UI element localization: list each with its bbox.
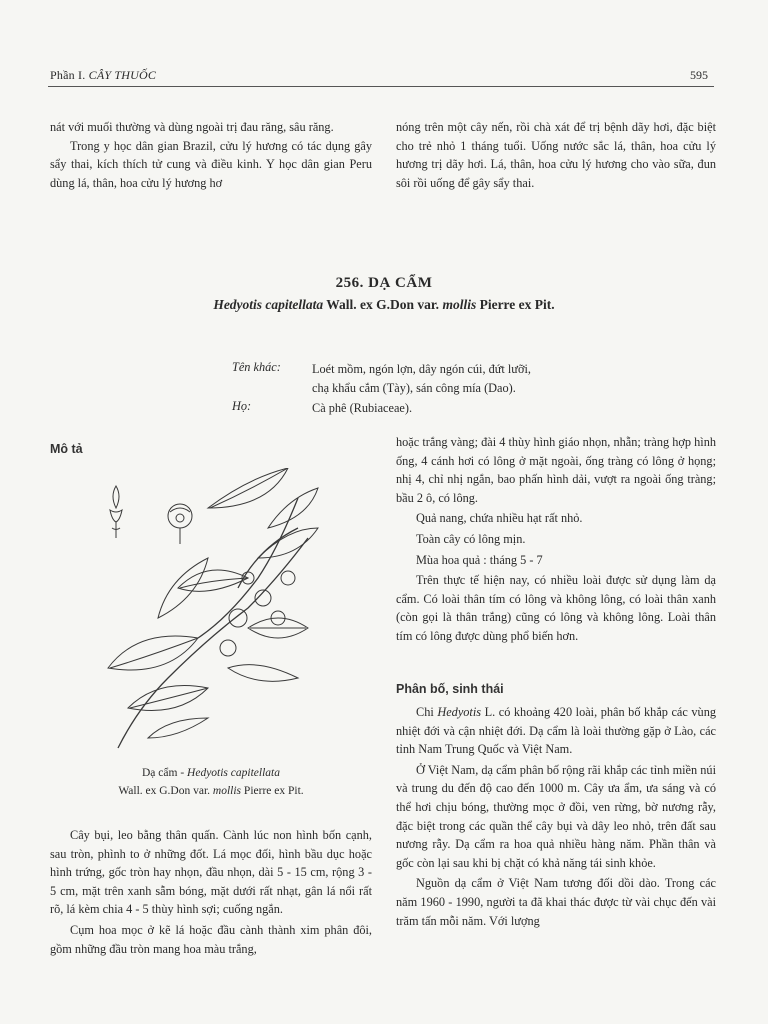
caption-line-2 xyxy=(50,782,372,800)
description-left-text xyxy=(50,826,372,958)
description-heading: Mô tả xyxy=(50,442,83,456)
description-para-2: Cụm hoa mọc ở kẽ lá hoặc đầu cành thành xim phân đôi, gồm những đầu tròn mang hoa màu trắng, xyxy=(50,922,372,956)
distribution-para-1 xyxy=(396,703,716,759)
distribution-para-3: Nguồn dạ cẩm ở Việt Nam tương đối dồi dào. Trong các năm 1960 - 1990, người ta đã khai thác được từ vài chục đến vài trăm tấn mỗi năm. Với lượng xyxy=(396,876,716,928)
right-column-text xyxy=(396,433,716,646)
flowering-season: Mùa hoa quả : tháng 5 - 7 xyxy=(416,552,543,567)
intro-right-column xyxy=(396,118,716,192)
intro-left-para-2: Trong y học dân gian Brazil, cửu lý hương có tác dụng gây sẩy thai, kích thích tử cung và điều kinh. Y học dân gian Peru dùng lá, thân, hoa cửu lý hương hơ xyxy=(50,138,372,190)
sci-variety: mollis xyxy=(442,297,477,312)
intro-right-para: nóng trên một cây nến, rồi chà xát để trị bệnh dãy hơi, đặc biệt cho trẻ nhỏ 1 tháng tuổi. Uống nước sắc lá, thân, hoa cửu lý hương trị dãy hơi. Lá, thân, hoa cửu lý hương cho vào sữa, đun sôi rồi uống để gây sẩy thai. xyxy=(396,120,716,190)
running-header xyxy=(50,68,156,83)
flower-heads xyxy=(220,571,295,656)
species-in-use: Trên thực tế hiện nay, có nhiều loài được sử dụng làm dạ cẩm. Có loài thân tím có lông và không lông, có loài thân xanh (còn gọi là thân trắng) cũng có lông và không lông. Loài thân tím có lông được dùng phổ biến hơn. xyxy=(396,573,716,643)
intro-left-column xyxy=(50,118,372,192)
header-section: CÂY THUỐC xyxy=(88,68,157,82)
caption-var-author: Pierre ex Pit. xyxy=(241,785,304,797)
distribution-text xyxy=(396,703,716,930)
plant-illustration xyxy=(88,468,338,758)
flower-detail-2 xyxy=(168,504,192,544)
page-number: 595 xyxy=(690,68,708,82)
family-label: Họ: xyxy=(232,399,252,413)
caption-variety: mollis xyxy=(212,785,242,797)
family-value: Cà phê (Rubiaceae). xyxy=(312,401,413,415)
caption-line-1 xyxy=(50,764,372,782)
scientific-name xyxy=(0,297,768,313)
leaves xyxy=(108,468,318,738)
distribution-para-2: Ở Việt Nam, dạ cẩm phân bố rộng rãi khắp các tỉnh miền núi và trung du đến độ cao đến 1000 m. Cây ưa ẩm, ưa sáng và có thể hơi chịu bóng, thường mọc ở đồi, ven rừng, bờ nương rẫy, đặc biệt trong các quần thể cây bụi và dây leo nhỏ, trên đất sau nương rẫy. Dạ cẩm ra hoa quả nhiều hàng năm. Phần thân và gốc còn lại sau khi bị chặt có khả năng tái sinh khỏe. xyxy=(396,762,716,870)
header-rule xyxy=(48,86,714,87)
sci-author: Wall. ex G.Don var. xyxy=(323,297,443,312)
description-para-1: Cây bụi, leo bằng thân quấn. Cành lúc non hình bốn cạnh, sau tròn, phình to ở những đốt. Lá mọc đối, hình bầu dục hoặc hình trứng, gốc tròn hay nhọn, đầu nhọn, dài 5 - 15 cm, rộng 3 - 5 cm, mặt trên xanh sẫm bóng, mặt dưới rất nhạt, gân lá nổi rất rõ, lá kèm chia 4 - 5 thùy hình sợi; cuống ngắn. xyxy=(50,828,372,917)
caption-sci-name: Hedyotis capitellata xyxy=(187,767,280,779)
hairy-description: Toàn cây có lông mịn. xyxy=(416,531,526,546)
description-continued: hoặc trắng vàng; đài 4 thùy hình giáo nhọn, nhẵn; tràng hợp hình ống, 4 cánh hơi có lông ở mặt ngoài, ống tràng có lông ở họng; nhị 4, chỉ nhị ngắn, bao phấn hình dải, vượt ra ngoài ống tràng; bầu 2 ô, có lông. xyxy=(396,435,716,505)
var-author: Pierre ex Pit. xyxy=(476,297,555,312)
other-names-line-1: Loét mồm, ngón lợn, dây ngón cúi, đứt lưỡi, xyxy=(312,362,531,376)
dist-p1-start: Chi xyxy=(416,705,438,719)
sci-name-genus-species: Hedyotis capitellata xyxy=(213,297,324,312)
caption-author: Wall. ex G.Don var. xyxy=(118,785,213,797)
entry-title: 256. DẠ CẨM xyxy=(335,275,433,291)
fruit-description: Quả nang, chứa nhiều hạt rất nhỏ. xyxy=(416,511,583,526)
other-names-label: Tên khác: xyxy=(232,360,281,374)
other-names-line-2: chạ khẩu cắm (Tày), sán công mía (Dao). xyxy=(312,381,516,395)
flower-detail-1 xyxy=(110,486,122,538)
distribution-heading: Phân bố, sinh thái xyxy=(396,682,504,696)
header-part: Phần I. xyxy=(50,68,86,82)
dist-p1-rest: L. có khoảng 420 loài, phân bố khắp các vùng nhiệt đới và cận nhiệt đới. Dạ cẩm là loài thường gặp ở Lào, các tỉnh Nam Trung Quốc và Việt Nam. xyxy=(396,705,716,757)
caption-common-name: Dạ cẩm - xyxy=(142,767,188,779)
illustration-caption xyxy=(50,764,372,800)
intro-left-para-1: nát với muối thường và dùng ngoài trị đau răng, sâu răng. xyxy=(50,120,334,134)
dist-genus: Hedyotis xyxy=(437,705,482,719)
